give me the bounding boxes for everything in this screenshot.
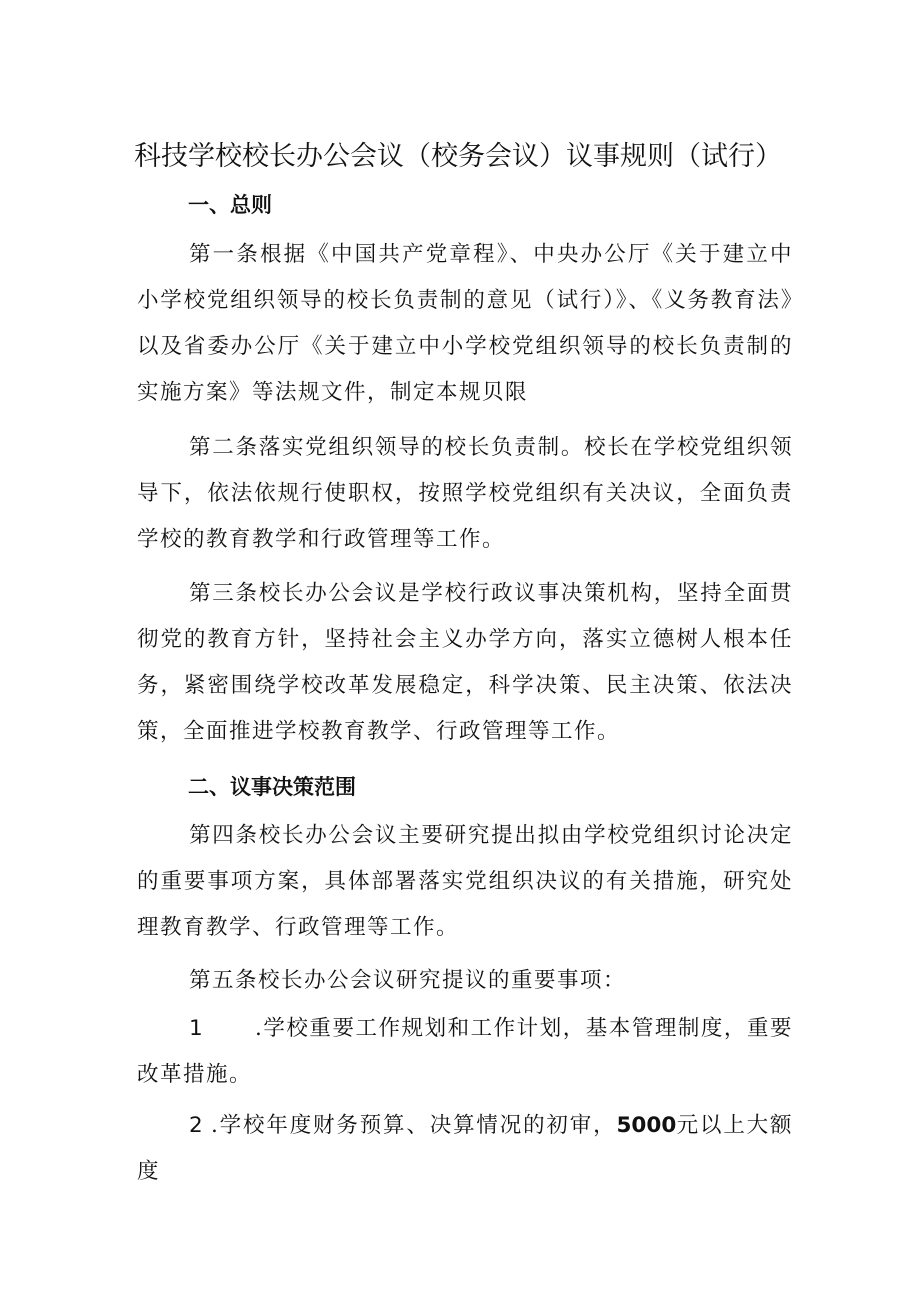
- article-3-paragraph: 第三条校长办公会议是学校行政议事决策机构，坚持全面贯彻党的教育方针，坚持社会主义办学方向，落实立德树人根本任务，紧密围绕学校改革发展稳定，科学决策、民主决策、依法决策，全面推进学校教育教学、行政管理等工作。: [137, 581, 793, 744]
- article-4-paragraph: 第四条校长办公会议主要研究提出拟由学校党组织讨论决定的重要事项方案，具体部署落实党组织决议的有关措施，研究处理教育教学、行政管理等工作。: [137, 823, 793, 940]
- list-item-2-text-before: .学校年度财务预算、决算情况的初审，: [211, 1113, 617, 1138]
- list-item-2-number: 2: [189, 1113, 205, 1138]
- section-heading-general: 一、总则: [188, 193, 272, 217]
- list-item-2-text-after: 元以上大额度: [137, 1113, 793, 1184]
- document-title: 科技学校校长办公会议（校务会议）议事规则（试行）: [134, 141, 782, 172]
- list-item-2-amount: 5000: [616, 1113, 677, 1138]
- list-item-1-number: 1: [189, 1016, 205, 1041]
- section-heading-scope: 二、议事决策范围: [188, 775, 356, 799]
- list-item-1-text: .学校重要工作规划和工作计划，基本管理制度，重要改革措施。: [137, 1016, 793, 1087]
- list-item-2: [137, 1103, 793, 1195]
- list-item-1: [137, 1006, 793, 1098]
- article-5-paragraph: 第五条校长办公会议研究提议的重要事项：: [189, 968, 627, 993]
- article-1-paragraph: 第一条根据《中国共产党章程》、中央办公厅《关于建立中小学校党组织领导的校长负责制的意见（试行）》、《义务教育法》以及省委办公厅《关于建立中小学校党组织领导的校长负责制的实施方案》等法规文件，制定本规贝限: [137, 242, 793, 405]
- article-2-paragraph: 第二条落实党组织领导的校长负责制。校长在学校党组织领导下，依法依规行使职权，按照学校党组织有关决议，全面负责学校的教育教学和行政管理等工作。: [137, 435, 793, 552]
